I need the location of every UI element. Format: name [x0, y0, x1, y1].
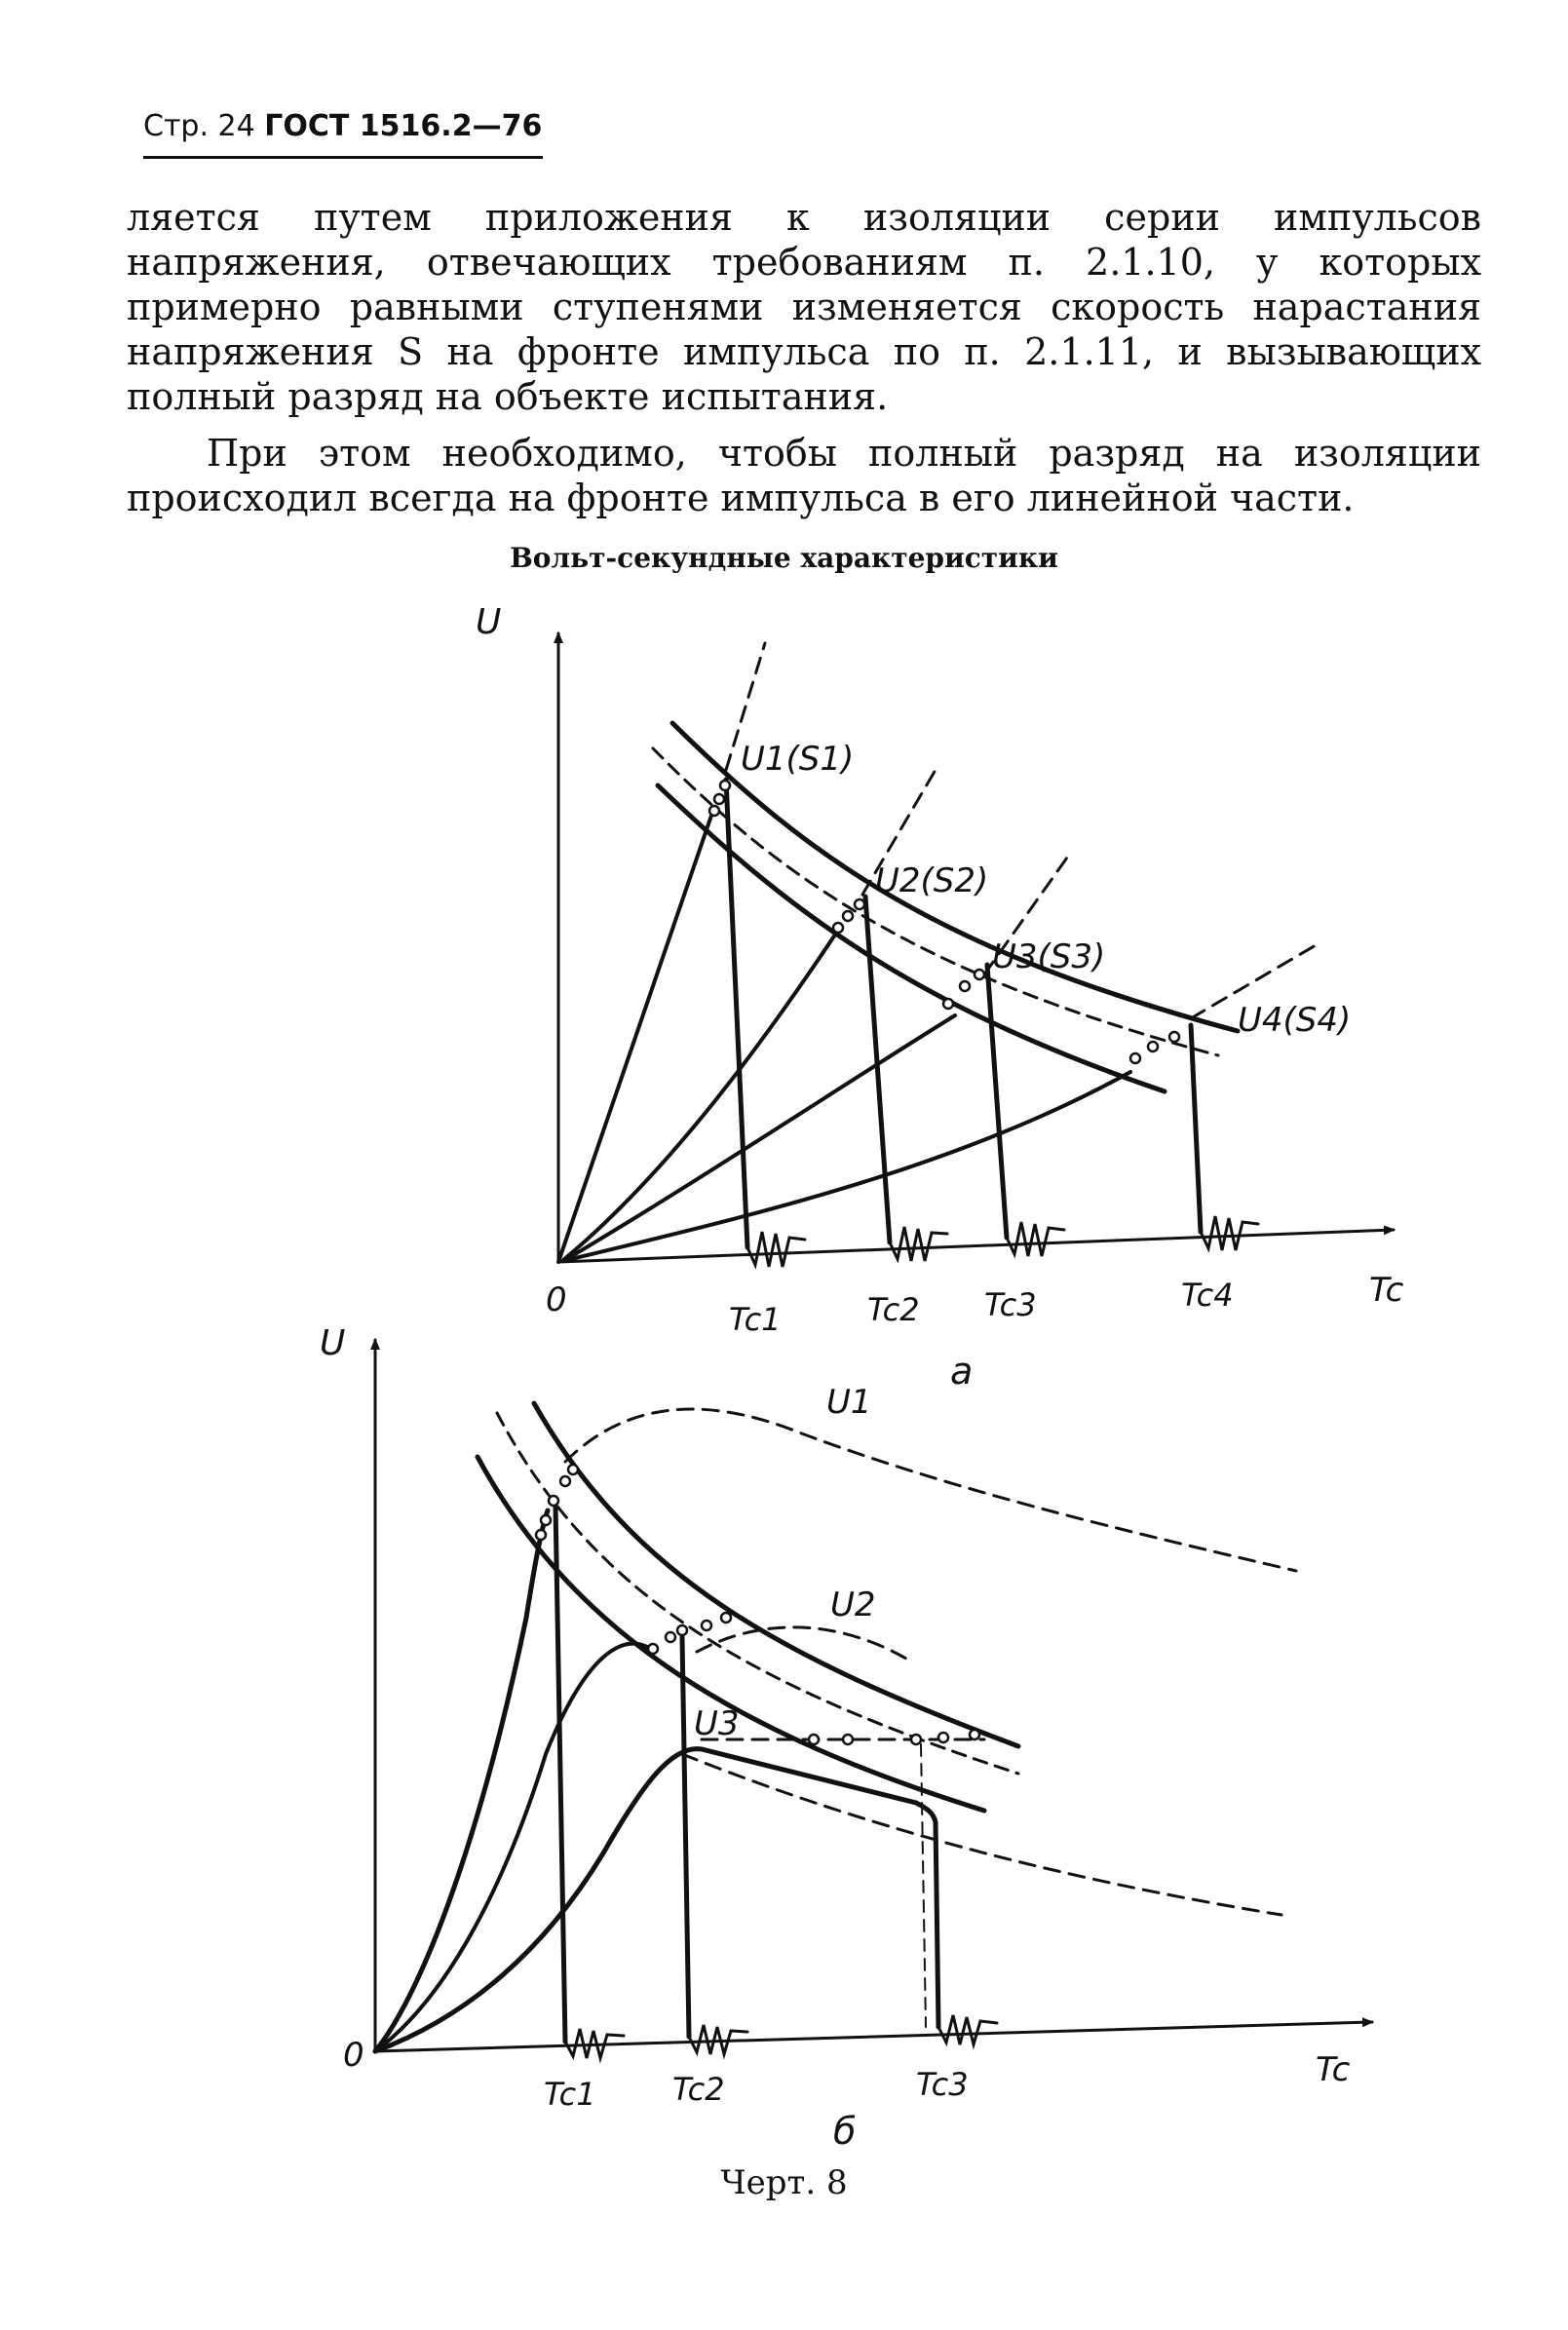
a-zigzag-2 [890, 1227, 947, 1261]
a-chop-3 [987, 965, 1007, 1238]
b-tick-tc2: Tc2 [672, 2071, 725, 2108]
a-tick-tc4: Tc4 [1181, 1277, 1234, 1314]
b-impulse-2 [375, 1644, 655, 2051]
a-x-label: Tc [1369, 1271, 1404, 1310]
a-x-axis [558, 1230, 1394, 1262]
a-chop-1 [726, 780, 747, 1247]
b-x-label: Tc [1316, 2050, 1351, 2089]
b-y-label: U [320, 1323, 346, 1363]
a-zigzag-1 [747, 1232, 805, 1267]
b-tick-tc1: Tc1 [544, 2076, 596, 2113]
a-front-3 [565, 1015, 955, 1260]
a-front-2 [563, 926, 841, 1260]
a-origin-label: 0 [546, 1280, 567, 1319]
b-x-axis [375, 2022, 1372, 2051]
b-impulse-3 [375, 1749, 938, 2051]
a-tick-tc3: Tc3 [984, 1286, 1037, 1323]
a-tick-tc2: Tc2 [867, 1291, 920, 1328]
b-sublabel: б [833, 2110, 857, 2153]
paragraph-2: При этом необходимо, чтобы полный разряд на изоляции происходил всегда на фронте импульса в его линейной части. [127, 432, 1481, 519]
b-zigzag-3 [938, 2015, 997, 2044]
b-upper-curve [534, 1403, 1018, 1746]
a-chop-4 [1191, 1025, 1201, 1232]
b-chop-1 [555, 1506, 565, 2042]
b-chop-2 [682, 1637, 689, 2037]
b-tick-tc3: Tc3 [916, 2066, 969, 2103]
figure-title: Вольт-секундные характеристики [510, 542, 1058, 574]
diagram-a [558, 633, 1394, 1267]
diagram-b [375, 1340, 1372, 2058]
b-u1-dashed [565, 1409, 1296, 1571]
b-tc3-dashed [921, 1744, 926, 2027]
page-number: Стр. 24 [143, 109, 255, 143]
paragraph-1: ляется путем приложения к изоляции серии импульсов напряжения, отвечающих требованиям п. 2.1.10, у которых примерно равными ступенями изменяется скорость нарастания напряжения S на фронте импульса по п. 2.1.11, и вызывающих полный разряд на объекте испытания. [127, 196, 1481, 418]
b-origin-label: 0 [343, 2036, 364, 2075]
a-curve-label-2: U2(S2) [875, 861, 989, 900]
a-sublabel: а [950, 1350, 974, 1393]
standard-number: ГОСТ 1516.2—76 [264, 109, 543, 143]
figure-caption: Черт. 8 [720, 2163, 848, 2202]
a-curve-label-1: U1(S1) [741, 740, 855, 779]
b-curve-label-u1: U1 [826, 1383, 872, 1422]
b-impulse-1 [375, 1510, 548, 2051]
a-tick-tc1: Tc1 [729, 1301, 782, 1338]
b-curve-label-u3: U3 [694, 1704, 740, 1743]
b-curve-label-u2: U2 [830, 1585, 876, 1624]
a-y-label: U [476, 602, 502, 642]
a-curve-label-3: U3(S3) [992, 937, 1106, 976]
a-zigzag-3 [1007, 1222, 1064, 1256]
a-front-4 [567, 1072, 1130, 1260]
a-zigzag-4 [1201, 1216, 1258, 1250]
b-tail-dashed [682, 1754, 1281, 1915]
a-curve-label-4: U4(S4) [1238, 1001, 1352, 1040]
